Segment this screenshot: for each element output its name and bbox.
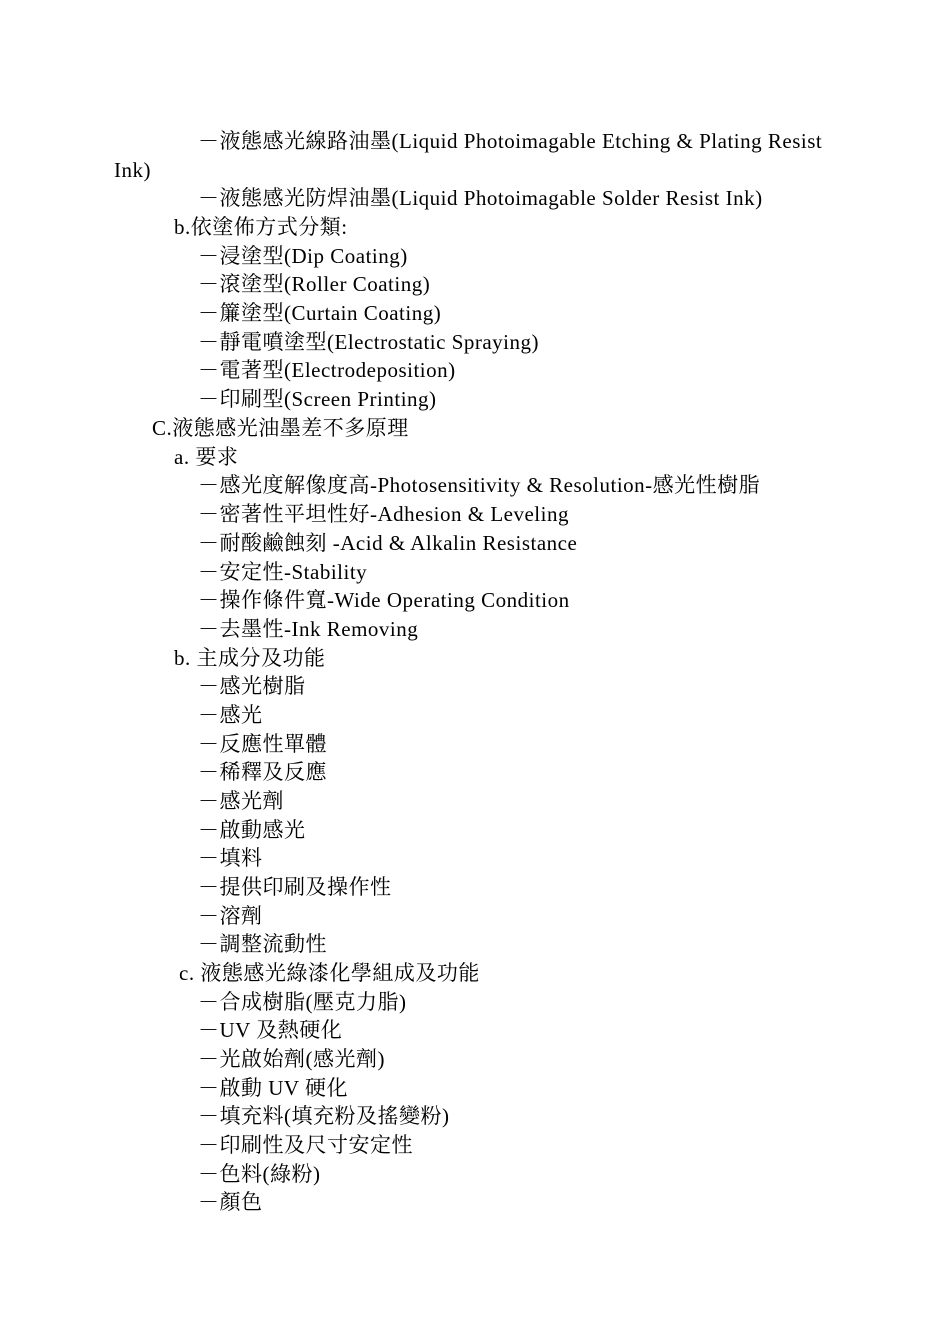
section-heading: C.液態感光油墨差不多原理 [152, 416, 409, 440]
list-item: －去墨性-Ink Removing [198, 617, 419, 641]
subsection-heading: a. 要求 [174, 445, 239, 469]
list-item: －浸塗型(Dip Coating) [198, 244, 408, 268]
text-line: －液態感光線路油墨(Liquid Photoimagable Etching & Plating Resist Ink) [114, 129, 823, 182]
list-item: －印刷型(Screen Printing) [198, 387, 437, 411]
list-item: －印刷性及尺寸安定性 [198, 1133, 413, 1157]
list-item: －啟動 UV 硬化 [198, 1076, 348, 1100]
list-item: －稀釋及反應 [198, 760, 327, 784]
list-item: －啟動感光 [198, 818, 306, 842]
list-item: －密著性平坦性好-Adhesion & Leveling [198, 502, 569, 526]
list-item: －簾塗型(Curtain Coating) [198, 301, 442, 325]
list-item: －UV 及熱硬化 [198, 1018, 343, 1042]
text-line: －液態感光防焊油墨(Liquid Photoimagable Solder Resist Ink) [198, 186, 763, 210]
section-heading: b.依塗佈方式分類: [174, 215, 348, 239]
subsection-heading: c. 液態感光綠漆化學組成及功能 [179, 961, 480, 985]
list-item: －操作條件寬-Wide Operating Condition [198, 588, 570, 612]
list-item: －填料 [198, 846, 263, 870]
list-item: －調整流動性 [198, 932, 327, 956]
list-item: －色料(綠粉) [198, 1162, 321, 1186]
list-item: －感光樹脂 [198, 674, 306, 698]
list-item: －反應性單體 [198, 732, 327, 756]
list-item: －光啟始劑(感光劑) [198, 1047, 385, 1071]
list-item: －溶劑 [198, 904, 263, 928]
list-item: －顏色 [198, 1190, 263, 1214]
list-item: －安定性-Stability [198, 560, 368, 584]
subsection-heading: b. 主成分及功能 [174, 646, 326, 670]
list-item: －提供印刷及操作性 [198, 875, 392, 899]
list-item: －靜電噴塗型(Electrostatic Spraying) [198, 330, 540, 354]
list-item: －感光度解像度高-Photosensitivity & Resolution-感光性樹脂 [198, 473, 761, 497]
list-item: －耐酸鹼蝕刻 -Acid & Alkalin Resistance [198, 531, 578, 555]
list-item: －合成樹脂(壓克力脂) [198, 990, 407, 1014]
list-item: －滾塗型(Roller Coating) [198, 272, 431, 296]
list-item: －電著型(Electrodeposition) [198, 358, 456, 382]
list-item: －感光劑 [198, 789, 284, 813]
list-item: －填充料(填充粉及搖變粉) [198, 1104, 450, 1128]
list-item: －感光 [198, 703, 263, 727]
